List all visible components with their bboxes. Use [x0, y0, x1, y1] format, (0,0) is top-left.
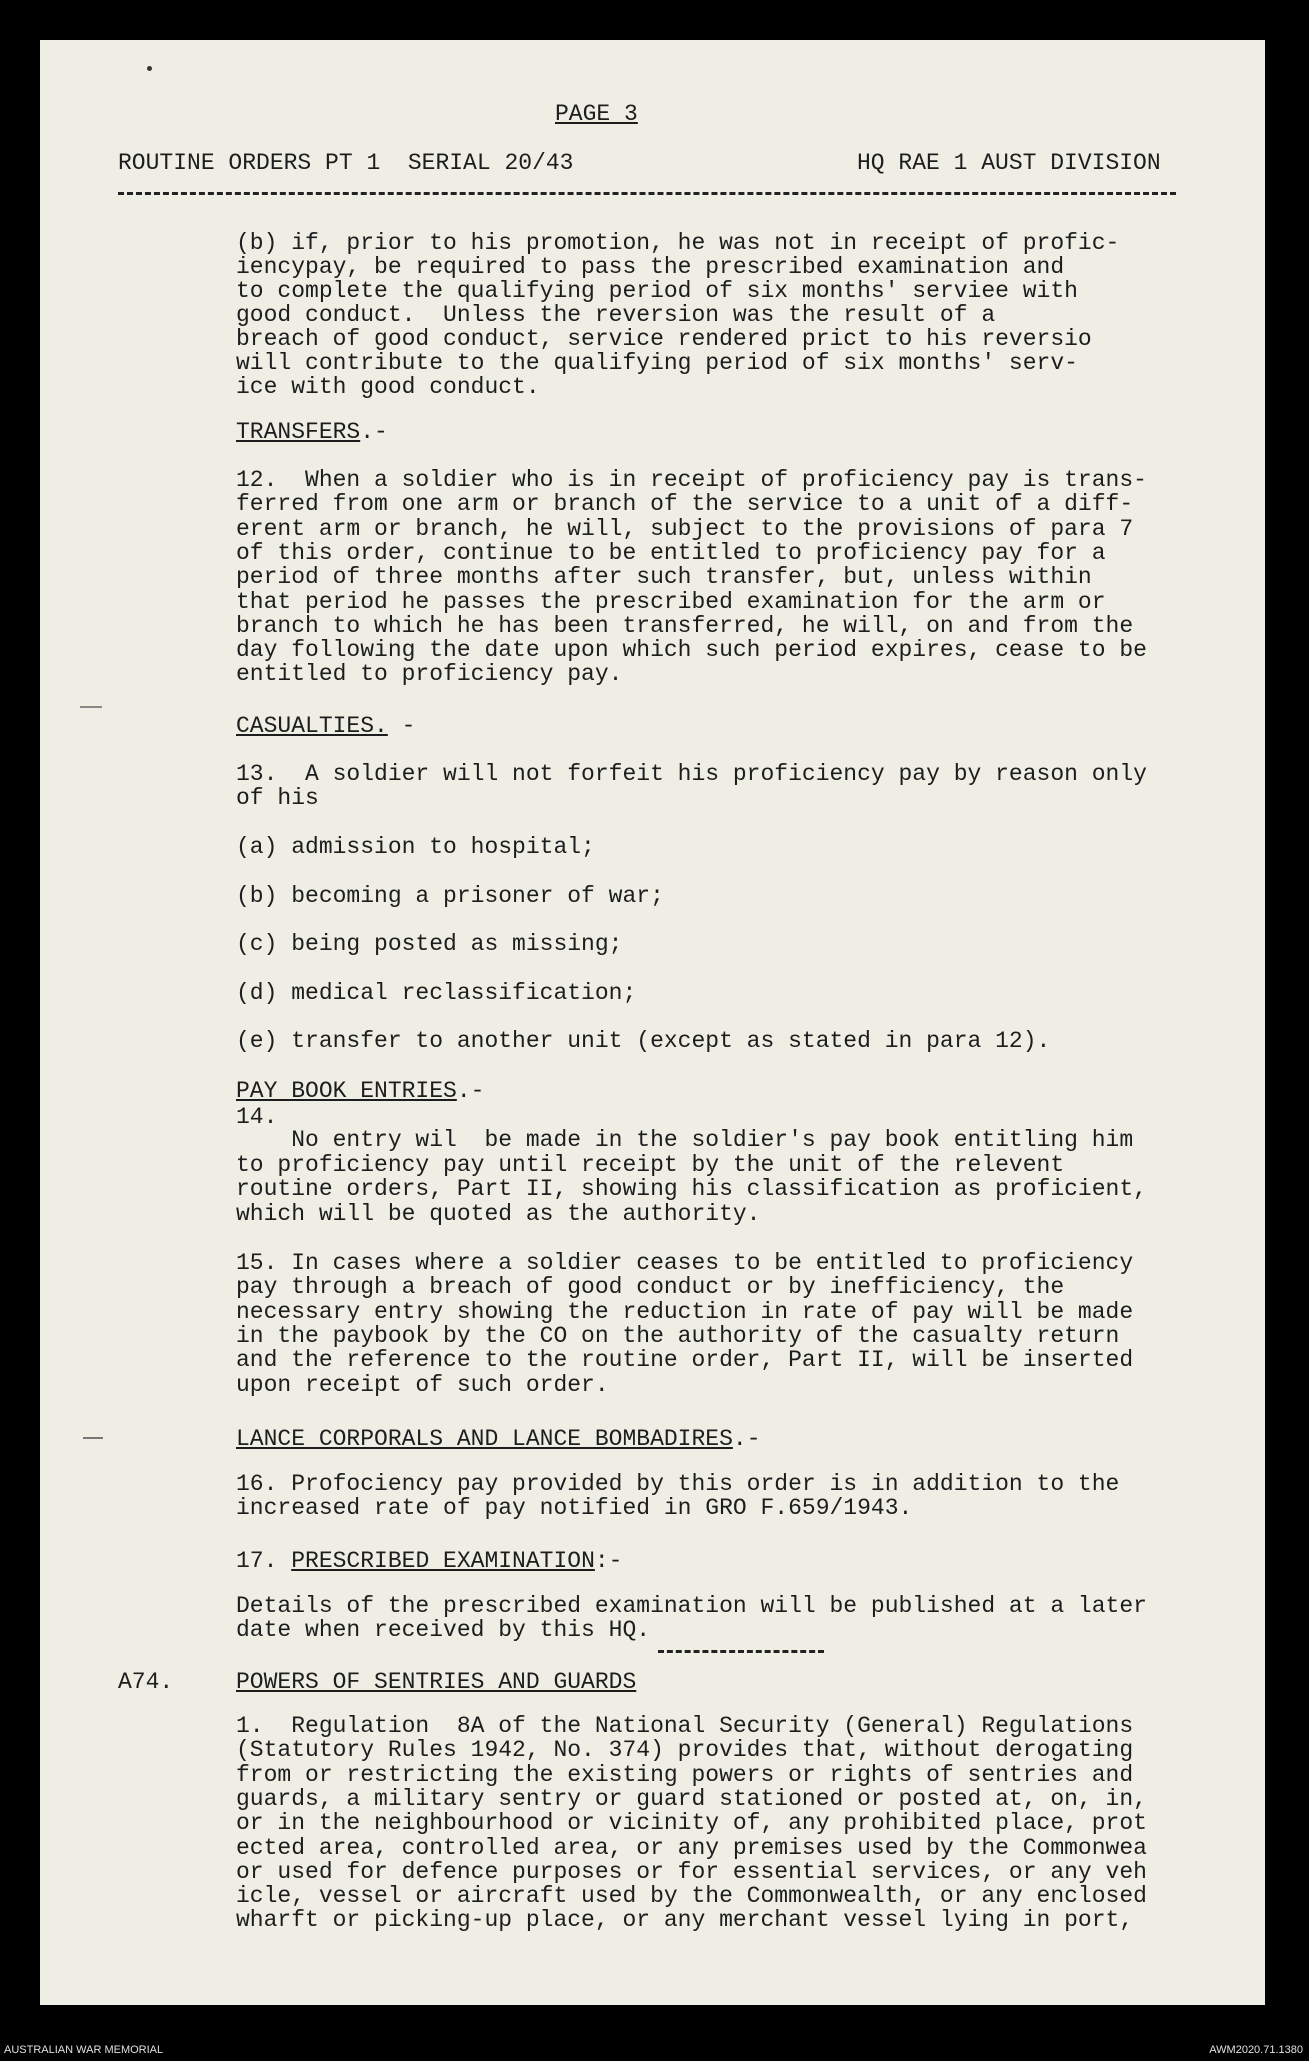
lance-heading: LANCE CORPORALS AND LANCE BOMBADIRES.- — [236, 1426, 761, 1452]
footer-right: AWM2020.71.1380 — [1209, 2044, 1303, 2056]
casualties-heading: CASUALTIES. - — [236, 713, 416, 739]
text-line: ected area, controlled area, or any premises used by the Commonwea — [236, 1834, 1147, 1861]
text-line: or used for defence purposes or for essential services, or any veh — [236, 1858, 1147, 1885]
text-line: iencypay, be required to pass the prescribed examination and — [236, 254, 1065, 280]
margin-mark — [83, 1437, 103, 1439]
a74-heading: POWERS OF SENTRIES AND GUARDS — [236, 1669, 637, 1695]
margin-dot — [147, 66, 152, 71]
text-line: 1. Regulation 8A of the National Security (General) Regulations — [236, 1713, 1134, 1739]
para-14-number: 14. — [236, 1104, 278, 1130]
text-line: routine orders, Part II, showing his classification as proficient, — [236, 1176, 1147, 1202]
text-line: Details of the prescribed examination will be published at a later — [236, 1593, 1147, 1619]
header-rule — [118, 192, 1176, 195]
text-line: ferred from one arm or branch of the service to a unit of a diff- — [236, 491, 1134, 518]
text-line: to complete the qualifying period of six months' serviee with — [236, 278, 1078, 304]
text-line: (a) admission to hospital; — [236, 834, 595, 860]
text-line: day following the date upon which such period expires, cease to be — [236, 637, 1147, 664]
text-line: (e) transfer to another unit (except as stated in para 12). — [236, 1028, 1051, 1055]
text-line: that period he passes the prescribed examination for the arm or — [236, 588, 1106, 615]
text-line: upon receipt of such order. — [236, 1371, 609, 1398]
header-left: ROUTINE ORDERS PT 1 SERIAL 20/43 — [118, 150, 574, 176]
text-line: ice with good conduct. — [236, 374, 540, 400]
header-right: HQ RAE 1 AUST DIVISION — [857, 150, 1161, 176]
text-line: and the reference to the routine order, Part II, will be inserted — [236, 1347, 1134, 1374]
text-line: increased rate of pay notified in GRO F.659/1943. — [236, 1495, 913, 1521]
text-line: No entry wil be made in the soldier's pay book entitling him — [236, 1127, 1134, 1153]
text-line: (Statutory Rules 1942, No. 374) provides that, without derogating — [236, 1737, 1134, 1764]
text-line: wharft or picking-up place, or any merchant vessel lying in port, — [236, 1907, 1134, 1934]
text-line: from or restricting the existing powers or rights of sentries and — [236, 1761, 1134, 1788]
text-line: entitled to proficiency pay. — [236, 661, 623, 688]
exam-heading: 17. PRESCRIBED EXAMINATION:- — [236, 1548, 623, 1574]
page-number: PAGE 3 — [555, 101, 638, 127]
text-line: or in the neighbourhood or vicinity of, any prohibited place, prot — [236, 1810, 1147, 1837]
text-line: necessary entry showing the reduction in rate of pay will be made — [236, 1298, 1134, 1325]
text-line: 16. Profociency pay provided by this order is in addition to the — [236, 1471, 1120, 1497]
text-line: (d) medical reclassification; — [236, 979, 637, 1006]
text-line: 13. A soldier will not forfeit his proficiency pay by reason only — [236, 761, 1147, 787]
text-line: 15. In cases where a soldier ceases to be entitled to proficiency — [236, 1250, 1134, 1276]
pay-book-heading: PAY BOOK ENTRIES.- — [236, 1078, 485, 1104]
text-line: to proficiency pay until receipt by the unit of the relevent — [236, 1151, 1065, 1178]
text-line: icle, vessel or aircraft used by the Commonwealth, or any enclosed — [236, 1883, 1147, 1910]
text-line: good conduct. Unless the reversion was the result of a — [236, 302, 996, 328]
text-line: (c) being posted as missing; — [236, 931, 623, 958]
footer-left: AUSTRALIAN WAR MEMORIAL — [4, 2044, 164, 2056]
text-line: date when received by this HQ. — [236, 1617, 651, 1643]
section-rule — [658, 1650, 824, 1653]
margin-mark — [80, 706, 102, 708]
text-line: in the paybook by the CO on the authority of the casualty return — [236, 1322, 1120, 1349]
text-line: of this order, continue to be entitled to proficiency pay for a — [236, 539, 1106, 566]
transfers-heading: TRANSFERS.- — [236, 419, 388, 445]
text-line: guards, a military sentry or guard stationed or posted at, on, in, — [236, 1785, 1147, 1812]
text-line: breach of good conduct, service rendered prict to his reversio — [236, 326, 1092, 352]
a74-label: A74. — [118, 1669, 174, 1695]
text-line: which will be quoted as the authority. — [236, 1200, 761, 1227]
text-line: 12. When a soldier who is in receipt of proficiency pay is trans- — [236, 467, 1147, 493]
text-line: (b) if, prior to his promotion, he was not in receipt of profic- — [236, 230, 1120, 256]
text-line: branch to which he has been transferred, he will, on and from the — [236, 612, 1134, 639]
text-line: of his — [236, 785, 319, 811]
text-line: period of three months after such transfer, but, unless within — [236, 564, 1092, 591]
text-line: pay through a breach of good conduct or by inefficiency, the — [236, 1274, 1065, 1301]
text-line: (b) becoming a prisoner of war; — [236, 882, 664, 909]
text-line: erent arm or branch, he will, subject to the provisions of para 7 — [236, 515, 1134, 542]
text-line: will contribute to the qualifying period of six months' serv- — [236, 350, 1078, 376]
